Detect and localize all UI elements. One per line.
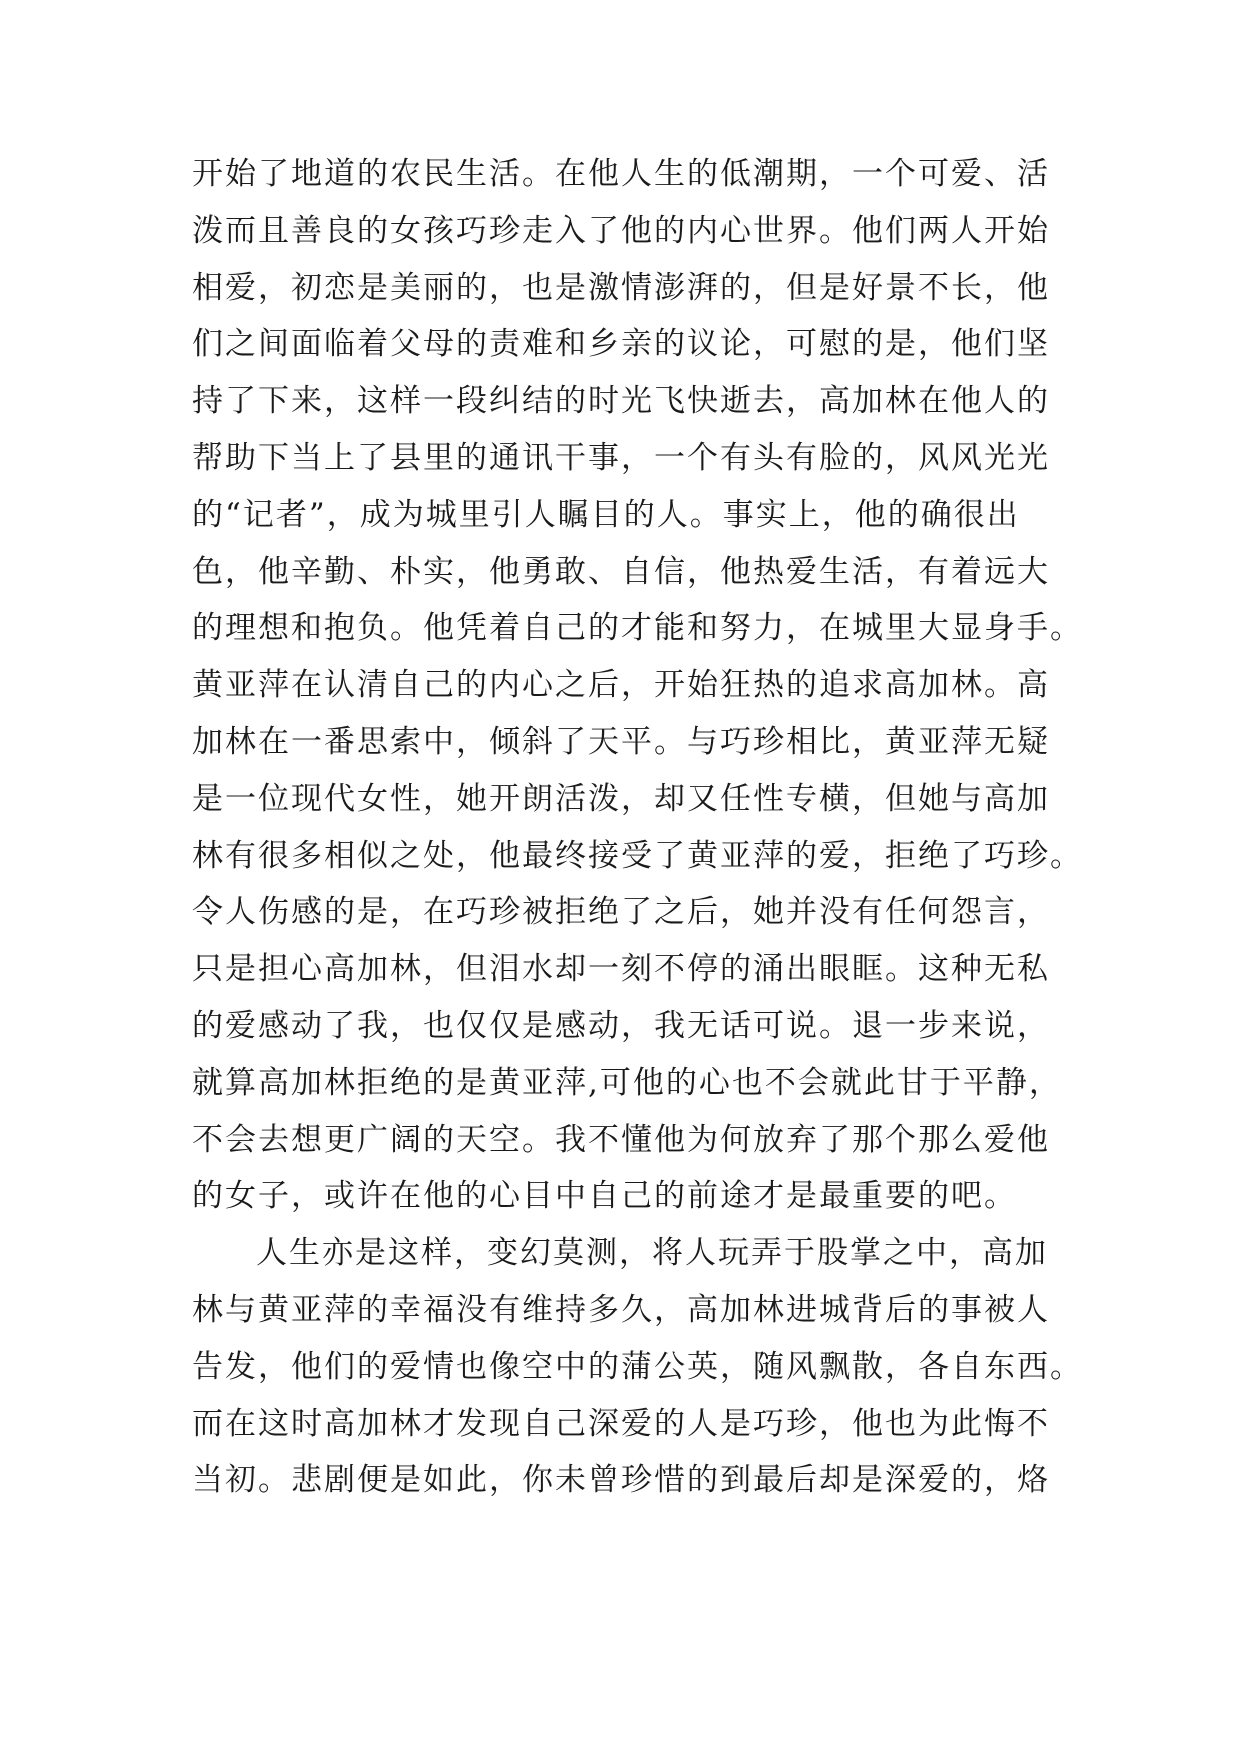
text-line: 林有很多相似之处，他最终接受了黄亚萍的爱，拒绝了巧珍。 xyxy=(192,837,1083,874)
text-line: 色，他辛勤、朴实，他勇敢、自信，他热爱生活，有着远大 xyxy=(192,553,1050,590)
text-line: 林与黄亚萍的幸福没有维持多久，高加林进城背后的事被人 xyxy=(192,1291,1050,1328)
body-text xyxy=(192,146,1083,1509)
text-line: 当初。悲剧便是如此，你未曾珍惜的到最后却是深爱的，烙 xyxy=(192,1462,1050,1499)
paragraph-first-line: 人生亦是这样，变幻莫测，将人玩弄于股掌之中，高加 xyxy=(256,1235,1048,1272)
text-line: 不会去想更广阔的天空。我不懂他为何放弃了那个那么爱他 xyxy=(192,1121,1050,1158)
text-line: 的爱感动了我，也仅仅是感动，我无话可说。退一步来说， xyxy=(192,1007,1050,1044)
text-line: 黄亚萍在认清自己的内心之后，开始狂热的追求高加林。高 xyxy=(192,667,1050,704)
text-line: 令人伤感的是，在巧珍被拒绝了之后，她并没有任何怨言， xyxy=(192,894,1050,931)
text-line: 而在这时高加林才发现自己深爱的人是巧珍，他也为此悔不 xyxy=(192,1405,1050,1442)
text-line: 的理想和抱负。他凭着自己的才能和努力，在城里大显身手。 xyxy=(192,610,1083,647)
text-line: 持了下来，这样一段纠结的时光飞快逝去，高加林在他人的 xyxy=(192,383,1050,420)
text-line: 告发，他们的爱情也像空中的蒲公英，随风飘散，各自东西。 xyxy=(192,1348,1083,1385)
text-line: 的女子，或许在他的心目中自己的前途才是最重要的吧。 xyxy=(192,1178,1017,1215)
text-line: 就算高加林拒绝的是黄亚萍,可他的心也不会就此甘于平静， xyxy=(192,1064,1062,1101)
text-line: 开始了地道的农民生活。在他人生的低潮期，一个可爱、活 xyxy=(192,156,1050,192)
text-line: 加林在一番思索中，倾斜了天平。与巧珍相比，黄亚萍无疑 xyxy=(192,723,1050,760)
text-line: 泼而且善良的女孩巧珍走入了他的内心世界。他们两人开始 xyxy=(192,212,1050,249)
text-line: 只是担心高加林，但泪水却一刻不停的涌出眼眶。这种无私 xyxy=(192,951,1050,988)
text-line: 相爱，初恋是美丽的，也是激情澎湃的，但是好景不长，他 xyxy=(192,269,1050,306)
text-line: 的“记者”，成为城里引人瞩目的人。事实上，他的确很出 xyxy=(192,496,1020,533)
text-line: 帮助下当上了县里的通讯干事，一个有头有脸的，风风光光 xyxy=(192,439,1050,476)
text-line: 们之间面临着父母的责难和乡亲的议论，可慰的是，他们坚 xyxy=(192,326,1050,363)
text-line: 是一位现代女性，她开朗活泼，却又任性专横，但她与高加 xyxy=(192,780,1050,817)
